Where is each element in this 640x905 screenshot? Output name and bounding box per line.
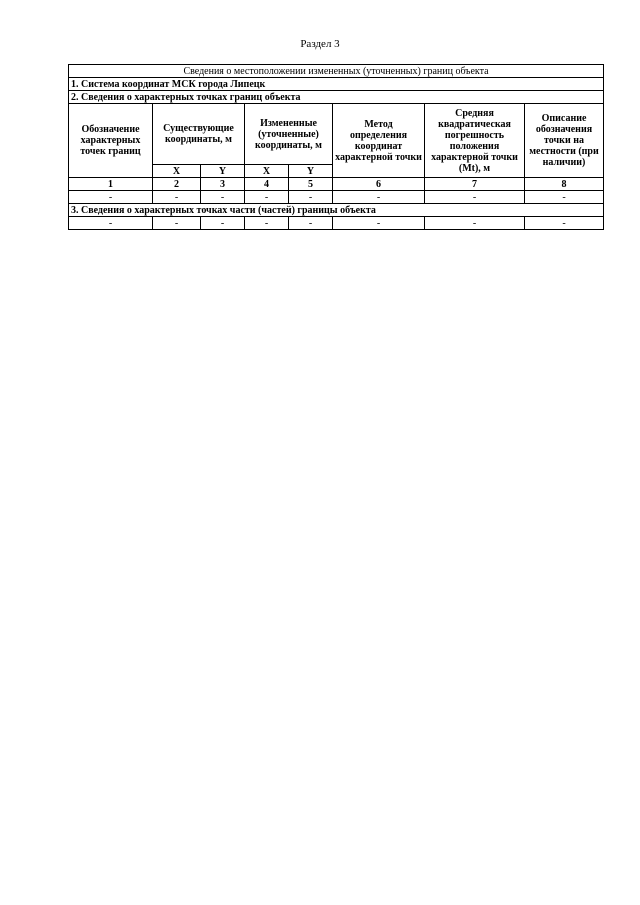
column-number: 2	[153, 178, 201, 191]
column-number: 3	[201, 178, 245, 191]
table-cell: -	[69, 191, 153, 204]
boundary-table	[68, 64, 604, 230]
table-cell: -	[153, 217, 201, 230]
parts-section-row: 3. Сведения о характерных точках части (частей) границы объекта	[69, 204, 604, 217]
table-row	[69, 191, 604, 204]
table-cell: -	[525, 191, 604, 204]
column-number: 4	[245, 178, 289, 191]
table-caption: Сведения о местоположении измененных (уточненных) границ объекта	[69, 65, 604, 78]
header-y-existing: Y	[201, 165, 245, 178]
header-x-existing: X	[153, 165, 201, 178]
table-cell: -	[289, 217, 333, 230]
header-description: Описание обозначения точки на местности (при наличии)	[525, 104, 604, 178]
points-section-row: 2. Сведения о характерных точках границ объекта	[69, 91, 604, 104]
table-cell: -	[333, 191, 425, 204]
header-error: Средняя квадратическая погрешность положения характерной точки (Mt), м	[425, 104, 525, 178]
table-cell: -	[425, 191, 525, 204]
header-existing-coords: Существующие координаты, м	[153, 104, 245, 165]
header-changed-coords: Измененные (уточненные) координаты, м	[245, 104, 333, 165]
table-cell: -	[245, 217, 289, 230]
header-point-designation: Обозначение характерных точек границ	[69, 104, 153, 178]
table-cell: -	[153, 191, 201, 204]
table-cell: -	[525, 217, 604, 230]
column-number: 7	[425, 178, 525, 191]
table-row	[69, 217, 604, 230]
table-cell: -	[201, 217, 245, 230]
column-number: 8	[525, 178, 604, 191]
table-cell: -	[69, 217, 153, 230]
column-number: 6	[333, 178, 425, 191]
column-number: 1	[69, 178, 153, 191]
section-title: Раздел 3	[300, 38, 340, 50]
table-cell: -	[245, 191, 289, 204]
header-y-changed: Y	[289, 165, 333, 178]
table-cell: -	[333, 217, 425, 230]
table-cell: -	[425, 217, 525, 230]
coordinate-system-row: 1. Система координат МСК города Липецк	[69, 78, 604, 91]
column-numbers-row	[69, 178, 604, 191]
header-method: Метод определения координат характерной точки	[333, 104, 425, 178]
column-number: 5	[289, 178, 333, 191]
table-cell: -	[201, 191, 245, 204]
table-cell: -	[289, 191, 333, 204]
header-x-changed: X	[245, 165, 289, 178]
